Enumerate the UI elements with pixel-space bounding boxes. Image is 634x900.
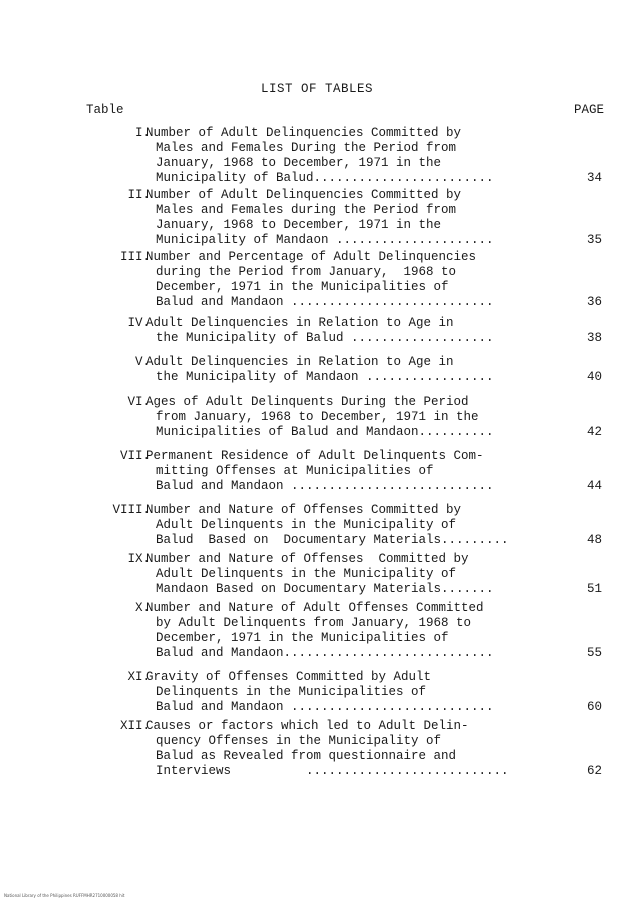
caption-line: Balud and Mandaon ........................... [156,479,494,493]
table-caption [146,126,551,186]
caption-line: Balud and Mandaon............................ [156,646,494,660]
table-number: III. [119,250,150,264]
caption-line: Municipalities of Balud and Mandaon.......... [156,425,494,439]
caption-line: by Adult Delinquents from January, 1968 to [156,616,472,630]
caption-line: quency Offenses in the Municipality of [156,734,442,748]
table-caption [146,719,551,779]
caption-line: Number and Nature of Adult Offenses Committed [146,601,484,615]
caption-line: Number of Adult Delinquencies Committed by [146,188,462,202]
table-caption [146,188,551,248]
caption-line: Number and Nature of Offenses Committed by [146,552,469,566]
caption-line: during the Period from January, 1968 to [156,265,457,279]
table-number: II. [127,188,150,202]
caption-line: Males and Females during the Period from [156,203,457,217]
caption-line: Municipality of Balud........................ [156,171,494,185]
caption-line: Permanent Residence of Adult Delinquents Com- [146,449,484,463]
caption-line: Males and Females During the Period from [156,141,457,155]
page-title: LIST OF TABLES [260,82,374,96]
caption-line: December, 1971 in the Municipalities of [156,631,449,645]
table-number: V. [134,355,150,369]
table-caption [146,503,551,548]
table-number: VIII. [112,503,150,517]
table-column-label: Table [86,103,124,117]
page-number: 35 [586,233,602,247]
caption-line: Balud Based on Documentary Materials......... [156,533,509,547]
table-caption [146,552,551,597]
table-number: X. [134,601,150,615]
caption-line: Number and Percentage of Adult Delinquencies [146,250,477,264]
caption-line: December, 1971 in the Municipalities of [156,280,449,294]
page-number: 40 [586,370,602,384]
table-number: VI. [127,395,150,409]
table-number: I. [134,126,150,140]
caption-line: the Municipality of Balud ................... [156,331,494,345]
page-number: 60 [586,700,602,714]
caption-line: Number and Nature of Offenses Committed by [146,503,462,517]
caption-line: the Municipality of Mandaon ................. [156,370,494,384]
page-number: 34 [586,171,602,185]
table-caption [146,395,551,440]
table-number: VII. [119,449,150,463]
page-number: 42 [586,425,602,439]
caption-line: Causes or factors which led to Adult Delin- [146,719,469,733]
caption-line: Adult Delinquencies in Relation to Age in [146,316,454,330]
table-number: IV. [127,316,150,330]
caption-line: Adult Delinquents in the Municipality of [156,518,457,532]
caption-line: Municipality of Mandaon ..................... [156,233,494,247]
caption-line: Balud and Mandaon ........................... [156,700,494,714]
caption-line: Interviews ........................... [156,764,509,778]
caption-line: Adult Delinquents in the Municipality of [156,567,457,581]
page-number: 36 [586,295,602,309]
page-column-label: PAGE [573,103,604,117]
table-number: XI. [127,670,150,684]
caption-line: Adult Delinquencies in Relation to Age in [146,355,454,369]
caption-line: January, 1968 to December, 1971 in the [156,156,442,170]
page-number: 44 [586,479,602,493]
table-caption [146,355,551,385]
page-number: 38 [586,331,602,345]
page-number: 55 [586,646,602,660]
caption-line: Delinquents in the Municipalities of [156,685,427,699]
caption-line: mitting Offenses at Municipalities of [156,464,434,478]
caption-line: Number of Adult Delinquencies Committed by [146,126,462,140]
caption-line: Balud and Mandaon ........................... [156,295,494,309]
table-caption [146,670,551,715]
table-caption [146,601,551,661]
table-caption [146,449,551,494]
caption-line: Balud as Revealed from questionnaire and [156,749,457,763]
caption-line: January, 1968 to December, 1971 in the [156,218,442,232]
table-caption [146,316,551,346]
table-number: IX. [127,552,150,566]
table-number: XII. [119,719,150,733]
caption-line: Ages of Adult Delinquents During the Period [146,395,469,409]
page-number: 51 [586,582,602,596]
footer-watermark: National Library of the Philippines RUFFMHR2710000058 hit [4,893,125,898]
page-number: 48 [586,533,602,547]
caption-line: Gravity of Offenses Committed by Adult [146,670,432,684]
page-number: 62 [586,764,602,778]
table-caption [146,250,551,310]
caption-line: Mandaon Based on Documentary Materials....... [156,582,494,596]
caption-line: from January, 1968 to December, 1971 in the [156,410,479,424]
